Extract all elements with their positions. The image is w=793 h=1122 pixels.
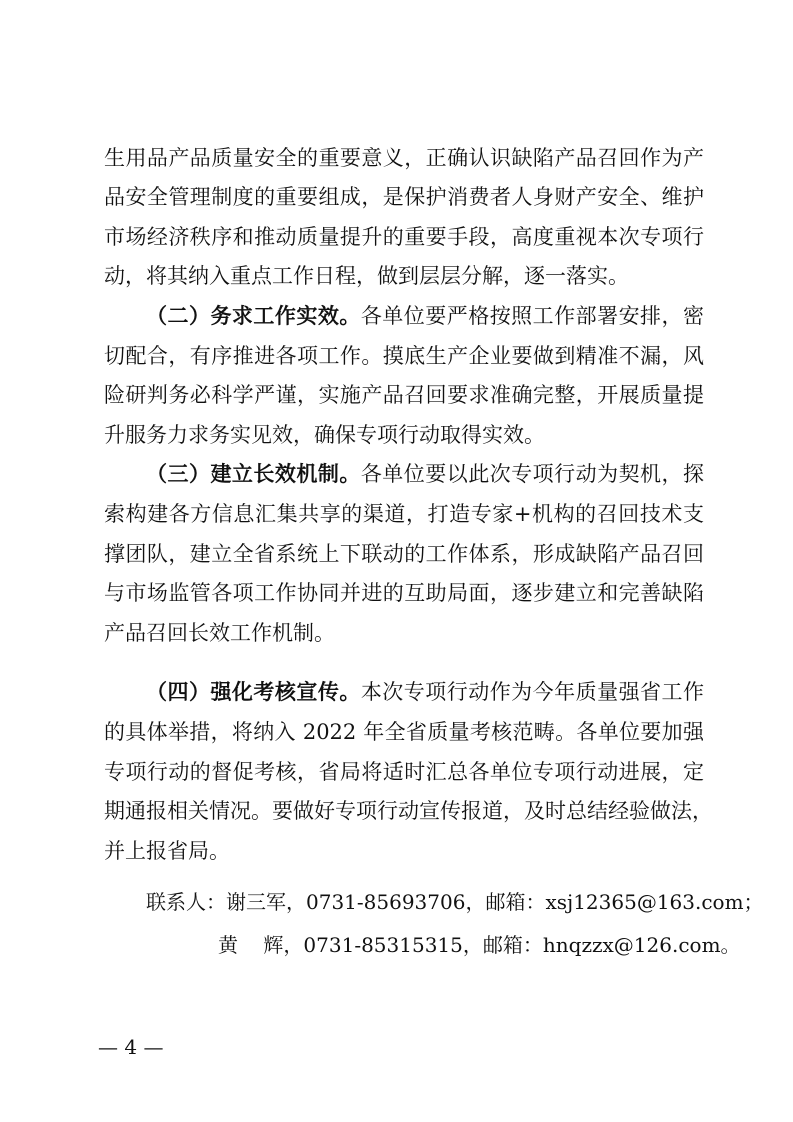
paragraph-line: 生用品产品质量安全的重要意义，正确认识缺陷产品召回作为产 <box>104 146 704 170</box>
section-heading: （三）建立长效机制。 <box>146 461 361 486</box>
paragraph-line: 与市场监管各项工作协同并进的互助局面，逐步建立和完善缺陷 <box>104 581 704 605</box>
paragraph-text: 各单位要以此次专项行动为契机，探 <box>360 462 705 486</box>
paragraph-line: 升服务力求务实见效，确保专项行动取得实效。 <box>104 423 545 447</box>
paragraph-line: 专项行动的督促考核，省局将适时汇总各单位专项行动进展，定 <box>104 760 704 784</box>
section-heading: （二）务求工作实效。 <box>146 303 361 328</box>
paragraph-line: 切配合，有序推进各项工作。摸底生产企业要做到精准不漏，风 <box>104 344 704 368</box>
section-heading: （四）强化考核宣传。 <box>146 679 361 704</box>
paragraph-first-line <box>146 301 704 331</box>
paragraph-line: 动，将其纳入重点工作日程，做到层层分解，逐一落实。 <box>104 264 629 288</box>
paragraph-line: 险研判务必科学严谨，实施产品召回要求准确完整，开展质量提 <box>104 383 704 407</box>
paragraph-line: 产品召回长效工作机制。 <box>104 621 335 645</box>
paragraph-line: 并上报省局。 <box>104 839 230 863</box>
paragraph-first-line <box>146 459 704 489</box>
paragraph-line: 市场经济秩序和推动质量提升的重要手段，高度重视本次专项行 <box>104 225 704 249</box>
paragraph-line: 期通报相关情况。要做好专项行动宣传报道，及时总结经验做法， <box>104 799 713 823</box>
paragraph-line: 的具体举措，将纳入 2022 年全省质量考核范畴。各单位要加强 <box>104 720 704 744</box>
paragraph-text: 各单位要严格按照工作部署安排，密 <box>360 304 705 328</box>
paragraph-text: 本次专项行动作为今年质量强省工作 <box>360 680 705 704</box>
paragraph-line: 索构建各方信息汇集共享的渠道，打造专家+机构的召回技术支 <box>104 502 704 526</box>
contact-line-2: 黄 辉，0731-85315315，邮箱：hnqzzx@126.com。 <box>218 933 741 957</box>
contact-line-1: 联系人：谢三军，0731-85693706，邮箱：xsj12365@163.com； <box>146 890 764 914</box>
paragraph-line: 撑团队，建立全省系统上下联动的工作体系，形成缺陷产品召回 <box>104 542 704 566</box>
page-number: — 4 — <box>98 1035 164 1059</box>
paragraph-first-line <box>146 677 704 707</box>
paragraph-line: 品安全管理制度的重要组成，是保护消费者人身财产安全、维护 <box>104 185 704 209</box>
